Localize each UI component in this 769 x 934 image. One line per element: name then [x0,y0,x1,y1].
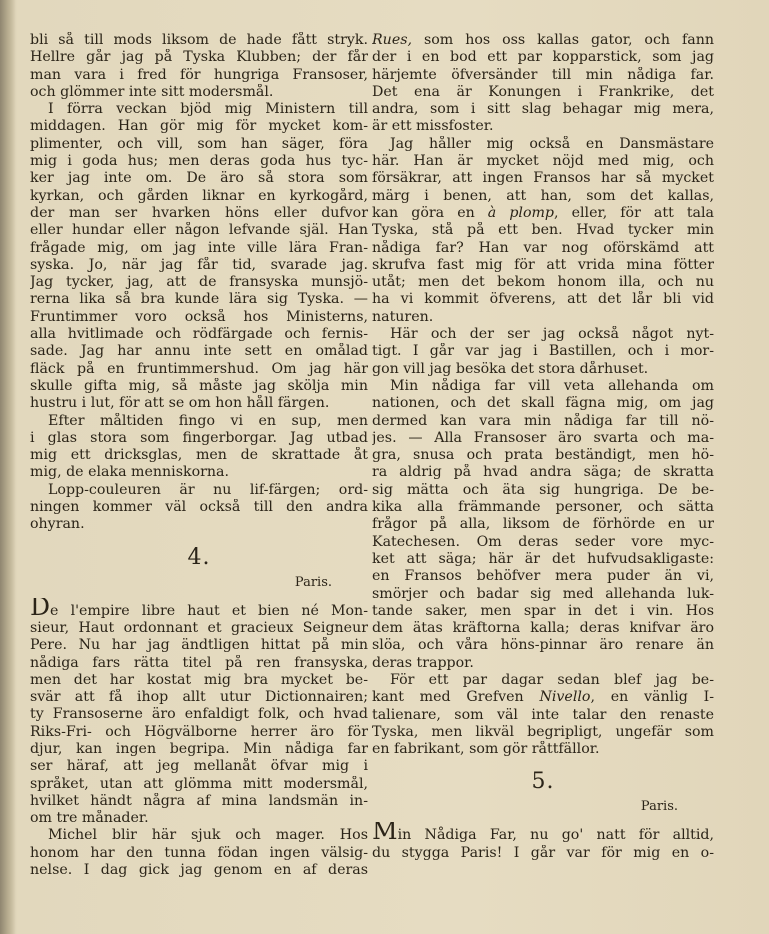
text-line: Fruntimmer voro också hos Ministerns, [30,308,368,325]
text-line: fläck på en fruntimmershud. Om jag här [30,360,368,377]
text-line: språket, utan att glömma mitt modersmål, [30,775,368,792]
right-paragraph-5 [372,672,714,758]
left-column [30,32,368,879]
text-line: Jag tycker, jag, att de fransyska munsjö- [30,274,368,291]
text-line: försäkrar, att ingen Fransos har så mycket [372,170,714,187]
text-line: gra, snusa och prata beständigt, men hö- [372,447,714,464]
text-line: plimenter, och vill, som han säger, föra [30,135,368,152]
right-paragraph-4 [372,378,714,672]
text-line: en Fransos behöfver mera puder än vi, [372,568,714,585]
text-line: märg i benen, att han, som det kallas, [372,187,714,204]
text-line: kyrkan, och gården liknar en kyrkogård, [30,187,368,204]
text-line: slöa, och våra höns-pinnar äro renare än [372,637,714,654]
text-line: skrufva fast mig för att vrida mina fötter [372,256,714,273]
text-line: deras trappor. [372,654,474,671]
text-line: Det ena är Konungen i Frankrike, det [372,83,714,100]
section-number: 5. [531,769,555,795]
text-line: svär att få ihop allt utur Dictionnairen; [30,689,368,706]
text-line: eller hundar eller någon lefvande själ. Han [30,222,368,239]
italic-word: Nivello [539,689,591,706]
text-line [30,598,368,620]
text-line: nelse. I dag gick jag genom en af deras [30,862,368,879]
text-line: mig, de elaka menniskorna. [30,464,230,481]
left-paragraph-4 [30,482,368,534]
text-line: hvilket händt några af mina landsmän in- [30,792,368,809]
text-line: Jag håller mig också en Dansmästare [390,135,714,152]
text-line: dem ätas kräftorna kalla; deras knifvar äro [372,620,714,637]
text-line: bli så till mods liksom de hade fått stryk. [30,32,368,48]
text-line: kika alla främmande personer, och sätta [372,499,714,516]
text-line: dermed kan vara min nådiga far till nö- [372,412,714,429]
text-line: frågor på alla, liksom de förhörde en ur [372,516,714,533]
text-line: men det har kostat mig bra mycket be- [30,671,368,688]
text-line: frågade mig, om jag inte ville lära Fran- [30,239,368,256]
text-line: en fabrikant, som gör råttfällor. [372,741,600,758]
text-line: jes. — Alla Fransoser äro svarta och ma- [372,429,714,446]
text-line: sade. Jag har annu inte sett en omålad [30,343,368,360]
text-line: hustru i lut, för att se om hon håll färgen. [30,395,330,412]
text-line [372,32,714,49]
text-line: nådiga fars rätta titel på ren fransyska, [30,654,368,671]
text-line: Efter måltiden fingo vi en sup, men [48,412,368,429]
text-line: För ett par dagar sedan blef jag be- [390,671,714,688]
left-paragraph-6 [30,827,368,879]
left-paragraph-1 [30,32,368,101]
text-line: skulle gifta mig, så måste jag skölja min [30,377,368,394]
italic-word: à plomp [487,204,555,221]
text-line: ha vi kommit öfverens, att det lår bli vid [372,291,714,308]
text-line: Här och der ser jag också något nyt- [390,326,714,343]
text-line: honom har den tunna födan ingen välsig- [30,844,368,861]
text-line: andra, som i sitt slag behagar mig mera, [372,101,714,118]
text-line: gon vill jag besöka det stora dårhuset. [372,360,649,377]
right-paragraph-2 [372,136,714,326]
text-line: Pere. Nu har jag ändtligen hittat på min [30,637,368,654]
text-line: ser häraf, att jeg mellanåt öfvar mig i [30,758,368,775]
text-line: Katechesen. Om deras seder vore myc- [372,533,714,550]
text-line: sig mätta och äta sig hungriga. De be- [372,481,714,498]
text-line: Lopp-couleuren är nu lif-färgen; ord- [48,481,368,498]
text-line: tande saker, men spar in det i vin. Hos [372,602,714,619]
text-segment: , en vänlig I- [590,689,714,706]
text-line [372,205,714,222]
text-segment: kant med Grefven [372,689,540,706]
text-segment: som hos oss kallas gator, och fann [412,32,714,48]
right-paragraph-3 [372,326,714,378]
text-line: sieur, Haut ordonnant et gracieux Seigneur [30,619,368,636]
text-line: här. Han är mycket nöjd med mig, och [372,153,714,170]
text-line: alla hvitlimade och rödfärgade och fernis- [30,326,368,343]
drop-cap: D [30,597,51,620]
text-line [372,822,714,844]
letter-place: Paris. [640,799,678,815]
text-line: härjemte öfversänder till min nådiga far. [372,66,714,83]
text-segment: kan göra en [372,204,488,221]
text-line: talienare, som väl inte talar den renaste [372,706,714,723]
text-line: i glas stora som fingerborgar. Jag utbad [30,429,368,446]
text-line: Riks-Fri- och Högvälborne herrer äro för [30,723,368,740]
text-line: ket att säga; här är det hufvudsakligaste: [372,550,714,567]
text-segment: in Nådiga Far, nu go' natt för alltid, [397,827,714,844]
text-line: Tyska, men likväl begripligt, ungefär som [372,723,714,740]
right-paragraph-6 [372,822,714,862]
drop-cap: M [372,822,398,845]
text-line: smörjer och badar sig med allehanda luk- [372,585,714,602]
text-line: ra aldrig på hvad andra säga; de skratta [372,464,714,481]
text-line: nådiga far? Han var nog oförskämd att [372,239,714,256]
text-line: mig i goda hus; men deras goda hus tyc- [30,153,368,170]
section-number: 4. [187,544,211,570]
text-line: du stygga Paris! I går var för mig en o- [372,844,714,861]
text-segment: , eller, för att tala [554,204,714,221]
text-line: man vara i fred för hungriga Fransoser, [30,66,368,83]
text-line: der i en bod ett par kopparstick, som jag [372,49,714,66]
letter-place: Paris. [294,574,332,590]
text-line: ker jag inte om. De äro så stora som [30,170,368,187]
text-line: ningen kommer väl också till den andra [30,499,368,516]
text-line: tigt. I går var jag i Bastillen, och i mor- [372,343,714,360]
text-line: Hellre går jag på Tyska Klubben; der får [30,49,368,66]
text-line: utåt; men det bekom honom illa, och nu [372,274,714,291]
text-line: Michel blir här sjuk och mager. Hos [48,827,368,844]
text-line: Tyska, stå på ett ben. Hvad tycker min [372,222,714,239]
text-line: och glömmer inte sitt modersmål. [30,83,274,100]
text-line: om tre månader. [30,810,149,827]
text-line [372,689,714,706]
text-segment: e l'empire libre haut et bien né Mon- [50,602,368,619]
text-line: rerna lika så bra kunde lära sig Tyska. — [30,291,368,308]
text-line: middagen. Han gör mig för mycket kom- [30,118,368,135]
text-line: nationen, och det skall fägna mig, om jag [372,395,714,412]
text-line: der man ser hvarken höns eller dufvor [30,204,368,221]
left-paragraph-5 [30,598,368,828]
text-line: syska. Jo, när jag får tid, svarade jag. [30,256,368,273]
right-paragraph-1 [372,32,714,136]
right-column [372,32,714,862]
text-line: ohyran. [30,516,85,533]
text-line: ty Fransoserne äro enfaldigt folk, och hvad [30,706,368,723]
left-paragraph-3 [30,413,368,482]
text-line: mig ett dricksglas, men de skrattade åt [30,447,368,464]
text-line: är ett missfoster. [372,118,494,135]
book-gutter [0,0,16,934]
italic-word: Rues, [372,32,413,48]
text-line: djur, kan ingen begripa. Min nådiga far [30,740,368,757]
text-line: naturen. [372,308,434,325]
left-paragraph-2 [30,101,368,412]
text-line: Min nådiga far vill veta allehanda om [390,377,714,394]
text-line: I förra veckan bjöd mig Ministern till [48,101,368,118]
